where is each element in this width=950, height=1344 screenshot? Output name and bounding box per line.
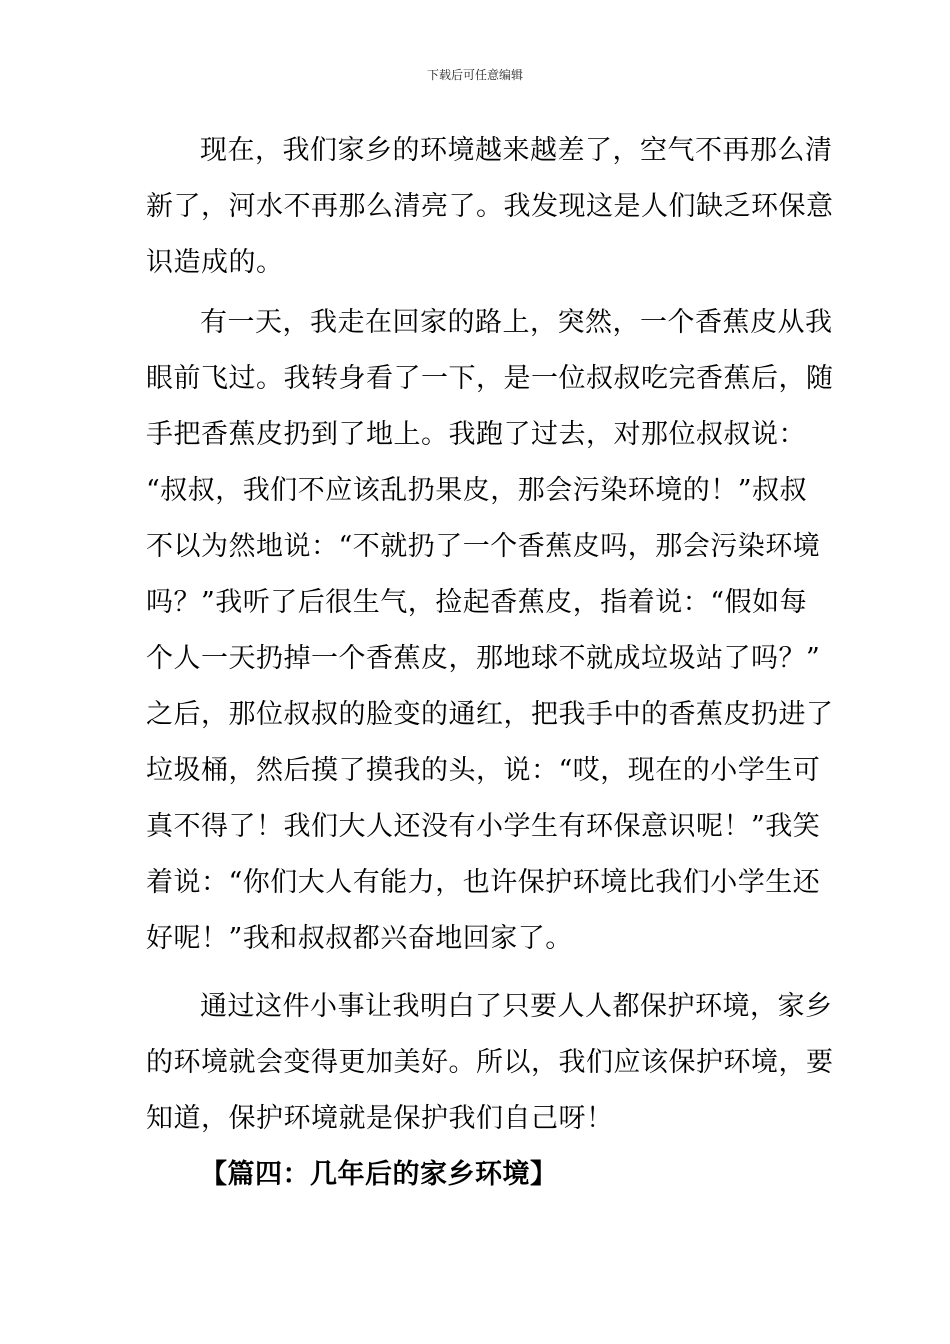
text-line: “叔叔，我们不应该乱扔果皮，那会污染环境的！”叔叔 (146, 475, 808, 506)
text-line: 真不得了！我们大人还没有小学生有环保意识呢！”我笑 (146, 811, 821, 842)
text-line: 好呢！”我和叔叔都兴奋地回家了。 (146, 923, 573, 954)
text-line: 的环境就会变得更加美好。所以，我们应该保护环境，要 (146, 1047, 834, 1078)
text-line: 新了，河水不再那么清亮了。我发现这是人们缺乏环保意 (146, 191, 834, 222)
text-line: 个人一天扔掉一个香蕉皮，那地球不就成垃圾站了吗？” (146, 643, 821, 674)
text-line: 现在，我们家乡的环境越来越差了，空气不再那么清 (200, 135, 833, 166)
text-line: 吗？”我听了后很生气，捡起香蕉皮，指着说：“假如每 (146, 587, 808, 618)
text-line: 眼前飞过。我转身看了一下，是一位叔叔吃完香蕉后，随 (146, 363, 834, 394)
text-line: 不以为然地说：“不就扔了一个香蕉皮吗，那会污染环境 (146, 531, 821, 562)
text-line: 有一天，我走在回家的路上，突然，一个香蕉皮从我 (200, 307, 833, 338)
text-line: 着说：“你们大人有能力，也许保护环境比我们小学生还 (146, 867, 821, 898)
text-line: 之后，那位叔叔的脸变的通红，把我手中的香蕉皮扔进了 (146, 699, 834, 730)
text-line: 知道，保护环境就是保护我们自己呀！ (146, 1103, 614, 1134)
text-line: 垃圾桶，然后摸了摸我的头，说：“哎，现在的小学生可 (146, 755, 821, 786)
text-line: 手把香蕉皮扔到了地上。我跑了过去，对那位叔叔说： (146, 419, 806, 450)
text-line: 识造成的。 (146, 247, 284, 278)
section-heading: 【篇四：几年后的家乡环境】 (200, 1159, 558, 1190)
text-line: 通过这件小事让我明白了只要人人都保护环境，家乡 (200, 991, 833, 1022)
page-header: 下载后可任意编辑 (426, 68, 523, 82)
